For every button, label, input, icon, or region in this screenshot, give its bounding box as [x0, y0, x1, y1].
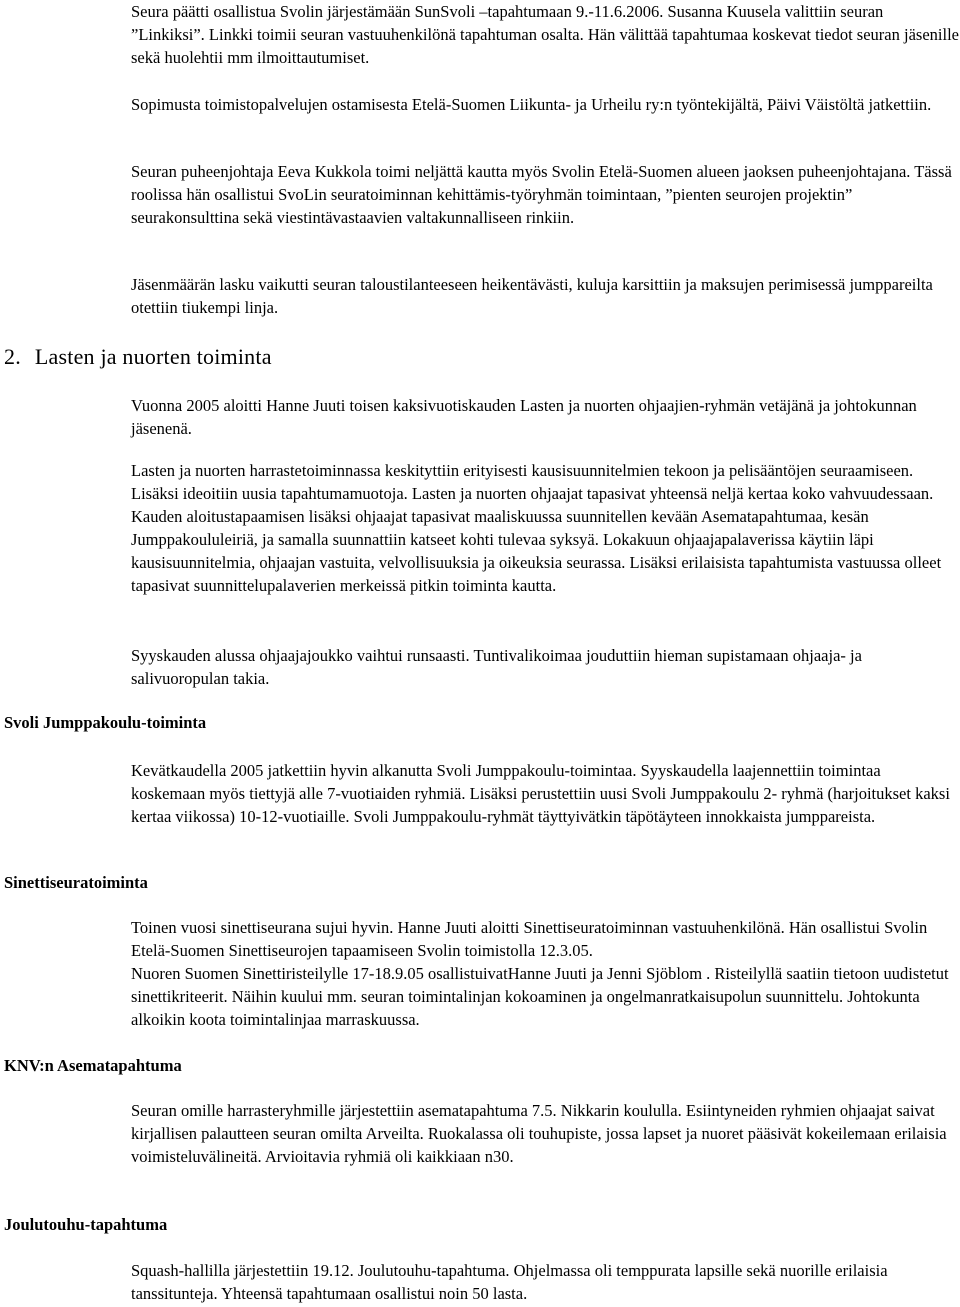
paragraph-asematapahtuma: Seuran omille harrasteryhmille järjestettiin asematapahtuma 7.5. Nikkarin koululla. Esiintyneiden ryhmien ohjaajat saivat kirjallisen palautteen seuran omilta Arveilta. Ruokalassa oli touhupiste, jossa lapset ja nuoret pääsivät kokeilemaan erilaisia voimisteluvälineitä. Arvioitavia ryhmiä oli kaikkiaan n30.: [131, 1101, 947, 1166]
paragraph-autumn-season: Syyskauden alussa ohjaajajoukko vaihtui runsaasti. Tuntivalikoimaa jouduttiin hieman supistamaan ohjaaja- ja salivuoropulan takia.: [131, 646, 862, 688]
paragraph-sinettiseura-1: Toinen vuosi sinettiseurana sujui hyvin. Hanne Juuti aloitti Sinettiseuratoiminnan vastuuhenkilönä. Hän osallistui Svolin Etelä-Suomen Sinettiseurojen tapaamiseen Svolin toimistolla 12.3.05.: [131, 918, 928, 960]
subheading-sinettiseura: Sinettiseuratoiminta: [4, 873, 148, 892]
paragraph-chairperson: Seuran puheenjohtaja Eeva Kukkola toimi neljättä kautta myös Svolin Etelä-Suomen alueen jaoksen puheenjohtajana. Tässä roolissa hän osallistui SvoLin seuratoiminnan kehittämis-työryhmän toimintaan, ”pienten seurojen projektin” seurakonsulttina sekä viestintävastaavien valtakunnalliseen rinkiin.: [131, 162, 952, 227]
subheading-joulutouhu: Joulutouhu-tapahtuma: [4, 1215, 168, 1234]
section-2-number: 2.: [4, 344, 21, 369]
paragraph-sunsvoli: Seura päätti osallistua Svolin järjestämään SunSvoli –tapahtumaan 9.-11.6.2006. Susanna Kuusela valittiin seuran ”Linkiksi”. Linkki toimii seuran vastuuhenkilönä tapahtuman osalta. Hän välittää tapahtumaa koskevat tiedot seuran jäsenille sekä huolehtii mm ilmoittautumiset.: [131, 2, 959, 67]
paragraph-office-services: Sopimusta toimistopalvelujen ostamisesta Etelä-Suomen Liikunta- ja Urheilu ry:n työntekijältä, Päivi Väistöltä jatkettiin.: [131, 95, 932, 114]
section-2-heading: [4, 343, 272, 371]
paragraph-hanne-juuti: Vuonna 2005 aloitti Hanne Juuti toisen kaksivuotiskauden Lasten ja nuorten ohjaajien-ryhmän vetäjänä ja johtokunnan jäsenenä.: [131, 396, 917, 438]
subheading-jumppakoulu: Svoli Jumppakoulu-toiminta: [4, 713, 207, 732]
paragraph-membership: Jäsenmäärän lasku vaikutti seuran taloustilanteeseen heikentävästi, kuluja karsittiin ja maksujen perimisessä jumppareilta otettiin tiukempi linja.: [131, 275, 933, 317]
section-2-title: Lasten ja nuorten toiminta: [34, 344, 272, 369]
paragraph-jumppakoulu: Kevätkaudella 2005 jatkettiin hyvin alkanutta Svoli Jumppakoulu-toimintaa. Syyskaudella laajennettiin toimintaa koskemaan myös tiettyjä alle 7-vuotiaiden ryhmiä. Lisäksi perustettiin uusi Svoli Jumppakoulu 2- ryhmä (harjoitukset kaksi kertaa viikossa) 10-12-vuotiaille. Svoli Jumppakoulu-ryhmät täyttyivätkin täpötäyteen innokkaista jumppareista.: [131, 761, 950, 826]
paragraph-youth-activities: Lasten ja nuorten harrastetoiminnassa keskityttiin erityisesti kausisuunnitelmien tekoon ja pelisääntöjen seuraamiseen. Lisäksi ideoitiin uusia tapahtumamuotoja. Lasten ja nuorten ohjaajat tapasivat yhteensä neljä kertaa koko vahvuudessaan. Kauden aloitustapaamisen lisäksi ohjaajat tapasivat maaliskuussa suunnitellen kevään Asematapahtumaa, kesän Jumppakoululeiriä, ja samalla suunnattiin katseet kohti tulevaa syksyä. Lokakuun ohjaajapalaverissa käytiin läpi kausisuunnitelmia, ohjaajan vastuita, velvollisuuksia ja oikeuksia seurassa. Lisäksi erilaisista tapahtumista vastuussa olleet tapasivat suunnittelupalaverien merkeissä pitkin toiminta kautta.: [131, 461, 942, 595]
subheading-asematapahtuma: KNV:n Asematapahtuma: [4, 1056, 182, 1075]
paragraph-sinettiseura-2: Nuoren Suomen Sinettiristeilylle 17-18.9.05 osallistuivatHanne Juuti ja Jenni Sjöblom . Risteilyllä saatiin tietoon uudistetut sinettikriteerit. Näihin kuului mm. seuran toimintalinjan kokoaminen ja ongelmanratkaisupolun suunnittelu. Johtokunta alkoikin koota toimintalinjaa marraskuussa.: [131, 964, 949, 1029]
paragraph-joulutouhu: Squash-hallilla järjestettiin 19.12. Joulutouhu-tapahtuma. Ohjelmassa oli temppurata lapsille sekä nuorille erilaisia tanssitunteja. Yhteensä tapahtumaan osallistui noin 50 lasta.: [131, 1261, 888, 1303]
